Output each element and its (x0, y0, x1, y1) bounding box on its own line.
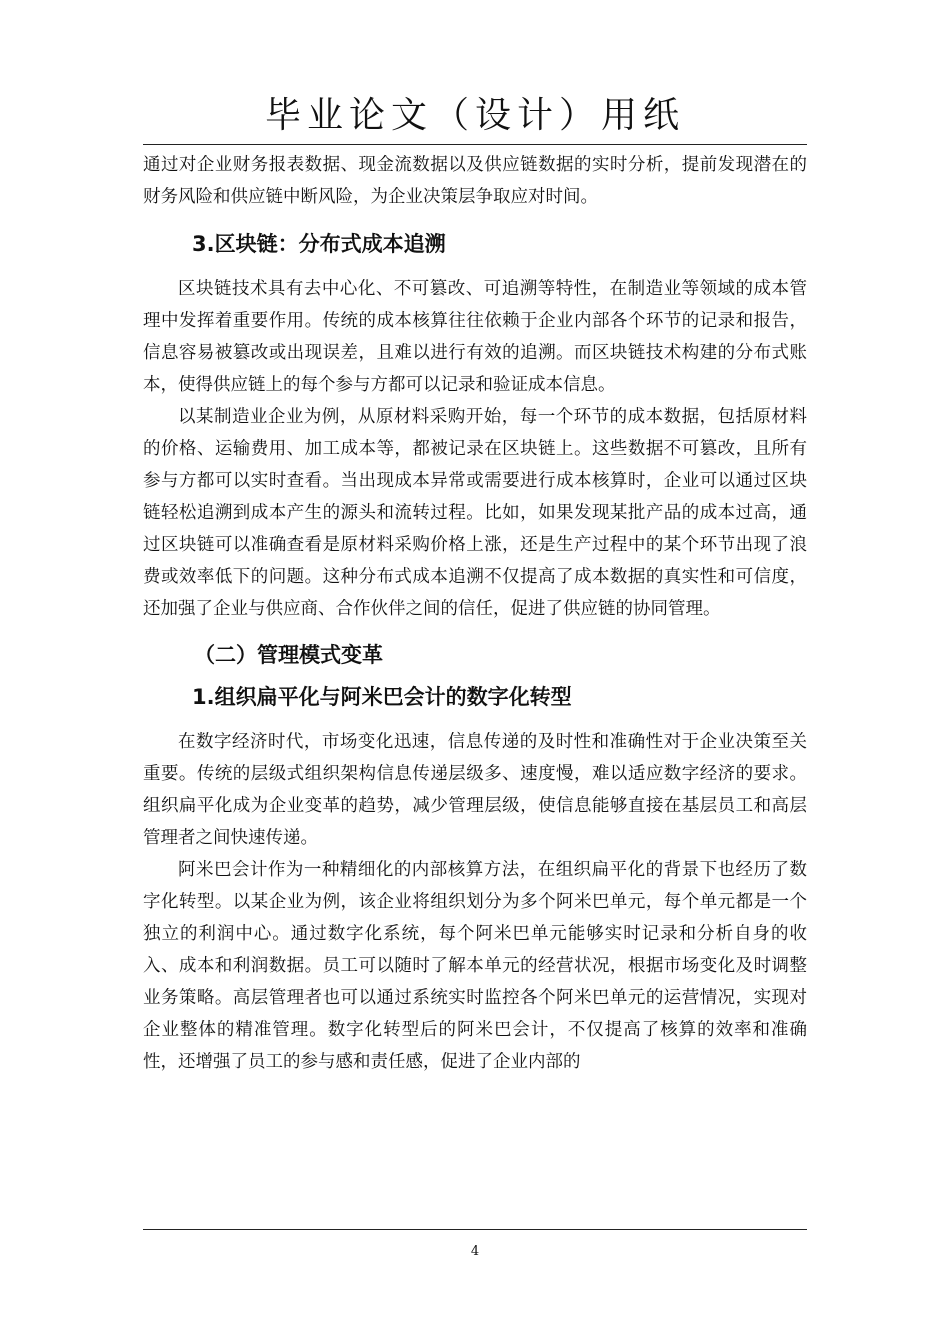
header-rule (143, 144, 807, 145)
section-heading-amoeba: 1.组织扁平化与阿米巴会计的数字化转型 (192, 685, 572, 709)
paragraph-amoeba-accounting: 阿米巴会计作为一种精细化的内部核算方法，在组织扁平化的背景下也经历了数字化转型。以某企业为例，该企业将组织划分为多个阿米巴单元，每个单元都是一个独立的利润中心。通过数字化系统，每个阿米巴单元能够实时记录和分析自身的收入、成本和利润数据。员工可以随时了解本单元的经营状况，根据市场变化及时调整业务策略。高层管理者也可以通过系统实时监控各个阿米巴单元的运营情况，实现对企业整体的精准管理。数字化转型后的阿米巴会计，不仅提高了核算的效率和准确性，还增强了员工的参与感和责任感，促进了企业内部的 (143, 860, 807, 1072)
paragraph-flat-organization: 在数字经济时代，市场变化迅速，信息传递的及时性和准确性对于企业决策至关重要。传统的层级式组织架构信息传递层级多、速度慢，难以适应数字经济的要求。组织扁平化成为企业变革的趋势，减少管理层级，使信息能够直接在基层员工和高层管理者之间快速传递。 (143, 732, 807, 848)
paragraph-blockchain-example: 以某制造业企业为例，从原材料采购开始，每一个环节的成本数据，包括原材料的价格、运输费用、加工成本等，都被记录在区块链上。这些数据不可篡改，且所有参与方都可以实时查看。当出现成本异常或需要进行成本核算时，企业可以通过区块链轻松追溯到成本产生的源头和流转过程。比如，如果发现某批产品的成本过高，通过区块链可以准确查看是原材料采购价格上涨，还是生产过程中的某个环节出现了浪费或效率低下的问题。这种分布式成本追溯不仅提高了成本数据的真实性和可信度，还加强了企业与供应商、合作伙伴之间的信任，促进了供应链的协同管理。 (143, 407, 807, 619)
page-header-title: 毕业论文（设计）用纸 (264, 95, 685, 136)
paragraph-continuation: 通过对企业财务报表数据、现金流数据以及供应链数据的实时分析，提前发现潜在的财务风险和供应链中断风险，为企业决策层争取应对时间。 (143, 155, 807, 207)
page-content (143, 149, 807, 1078)
page-number: 4 (470, 1244, 480, 1259)
part-heading-management: （二）管理模式变革 (194, 643, 383, 667)
paragraph-blockchain-intro: 区块链技术具有去中心化、不可篡改、可追溯等特性，在制造业等领域的成本管理中发挥着重要作用。传统的成本核算往往依赖于企业内部各个环节的记录和报告，信息容易被篡改或出现误差，且难以进行有效的追溯。而区块链技术构建的分布式账本，使得供应链上的每个参与方都可以记录和验证成本信息。 (143, 279, 807, 395)
section-heading-blockchain: 3.区块链：分布式成本追溯 (192, 232, 446, 256)
footer-rule (143, 1229, 807, 1230)
